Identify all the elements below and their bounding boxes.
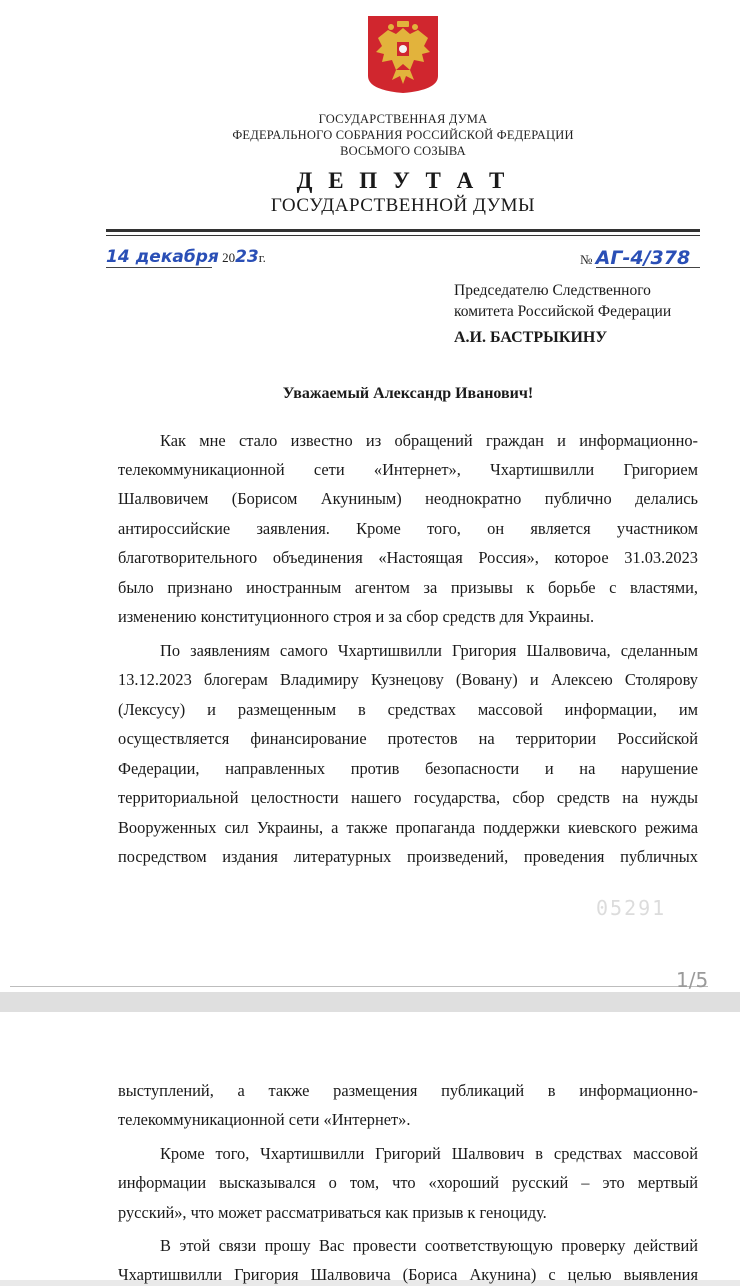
document-page-2: [0, 1012, 740, 1284]
salutation: Уважаемый Александр Иванович!: [282, 385, 534, 402]
body-line: осуществляется финансирование протестов на территории Российской: [118, 729, 698, 748]
addressee-line-1: Председателю Следственного: [454, 282, 651, 299]
body-line: русский», что может рассматриваться как призыв к геноциду.: [118, 1203, 547, 1222]
body-line: В этой связи прошу Вас провести соответствующую проверку действий: [160, 1236, 698, 1255]
body-line: телекоммуникационной сети «Интернет», Чхартишвилли Григорием: [118, 460, 698, 479]
body-line: Шалвовичем (Борисом Акуниным) неоднократно публично делались: [118, 489, 698, 508]
body-line: благотворительного объединения «Настоящая Россия», которое 31.03.2023: [118, 548, 698, 567]
letter-number: [580, 247, 690, 269]
body-line: Кроме того, Чхартишвилли Григорий Шалвович в средствах массовой: [160, 1144, 698, 1163]
body-line: Чхартишвилли Григория Шалвовича (Бориса Акунина) с целью выявления: [118, 1265, 698, 1284]
body-line: посредством издания литературных произведений, проведения публичных: [118, 847, 698, 866]
header-rule-thick: [106, 229, 700, 232]
body-line: Вооруженных сил Украины, а также пропаганда поддержки киевского режима: [118, 818, 698, 837]
body-line: антироссийские заявления. Кроме того, он является участником: [118, 519, 698, 538]
header-org-line-1: ГОСУДАРСТВЕННАЯ ДУМА: [318, 112, 488, 126]
date-year-suffix: г.: [258, 250, 266, 265]
body-line: территориальной целостности нашего государства, сбор средств на нужды: [118, 788, 698, 807]
body-line: было признано иностранным агентом за призывы к борьбе с властями,: [118, 578, 698, 597]
body-line: Федерации, направленных против безопасности и на нарушение: [118, 759, 698, 778]
date-handwritten: 14 декабря: [106, 247, 219, 267]
body-line: Как мне стало известно из обращений граждан и информационно-: [160, 431, 698, 450]
date-year-handwritten: 23: [235, 247, 259, 267]
number-handwritten: АГ-4/378: [595, 247, 691, 269]
scan-mark: 05291: [596, 896, 667, 920]
number-prefix: №: [580, 252, 593, 267]
number-underline: [596, 267, 700, 268]
date-underline: [106, 267, 212, 268]
date-year-prefix: 20: [222, 250, 236, 265]
letter-date: [106, 247, 266, 267]
header-title: Д Е П У Т А Т: [296, 168, 510, 193]
body-line: телекоммуникационной сети «Интернет».: [118, 1110, 411, 1129]
page-indicator: 1/5: [676, 968, 709, 992]
coat-of-arms-emblem: [366, 14, 440, 94]
body-line: выступлений, а также размещения публикаций в информационно-: [118, 1081, 698, 1100]
addressee-line-2: комитета Российской Федерации: [454, 303, 672, 320]
header-org-line-3: ВОСЬМОГО СОЗЫВА: [340, 144, 466, 158]
body-line: изменению конституционного строя и за сбор средств для Украины.: [118, 607, 595, 626]
body-line: 13.12.2023 блогерам Владимиру Кузнецову (Вовану) и Алексею Столярову: [118, 670, 698, 689]
header-rule-thin: [106, 235, 700, 236]
addressee-name: А.И. БАСТРЫКИНУ: [454, 329, 608, 346]
body-line: информации высказывался о том, что «хороший русский – это мертвый: [118, 1173, 698, 1192]
page-divider-line: [10, 986, 708, 987]
header-org-line-2: ФЕДЕРАЛЬНОГО СОБРАНИЯ РОССИЙСКОЙ ФЕДЕРАЦИИ: [232, 128, 574, 142]
page-gap: [0, 992, 740, 1012]
body-line: По заявлениям самого Чхартишвилли Григория Шалвовича, сделанным: [160, 641, 698, 660]
header-subtitle: ГОСУДАРСТВЕННОЙ ДУМЫ: [270, 195, 536, 216]
body-line: (Лексусу) и размещенным в средствах массовой информации, им: [118, 700, 698, 719]
